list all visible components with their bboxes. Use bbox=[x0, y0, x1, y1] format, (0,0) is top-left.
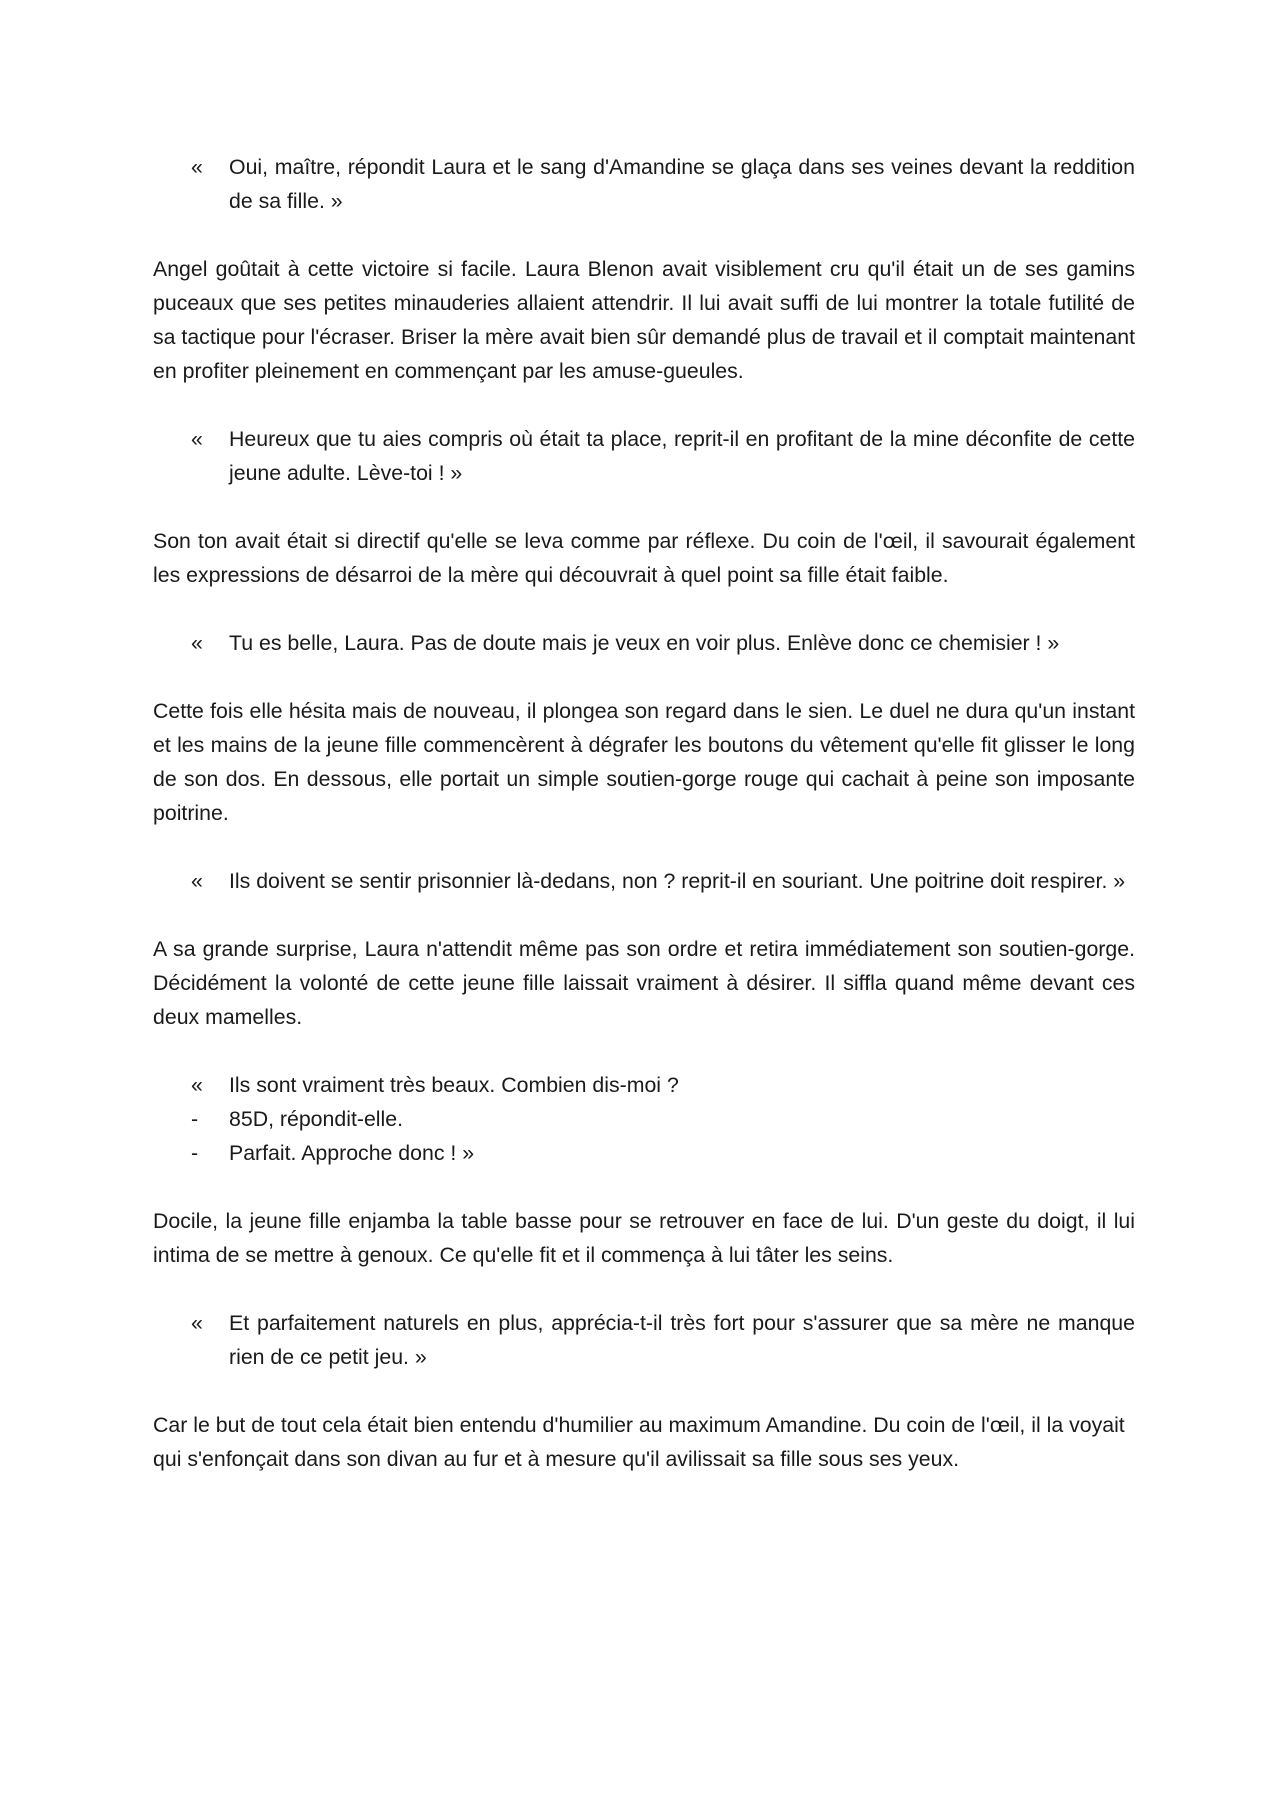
paragraph: Docile, la jeune fille enjamba la table basse pour se retrouver en face de lui. D'un geste du doigt, il lui intima de se mettre à genoux. Ce qu'elle fit et il commença à lui tâter les seins. bbox=[153, 1209, 1135, 1267]
dialogue-line bbox=[153, 1136, 1135, 1170]
dialogue-block bbox=[153, 1068, 1135, 1170]
dialogue-block bbox=[153, 150, 1135, 218]
paragraph: Angel goûtait à cette victoire si facile. Laura Blenon avait visiblement cru qu'il était un de ses gamins puceaux que ses petites minauderies allaient attendrir. Il lui avait suffi de lui montrer la totale futilité de sa tactique pour l'écraser. Briser la mère avait bien sûr demandé plus de travail et il comptait maintenant en profiter pleinement en commençant par les amuse-gueules. bbox=[153, 257, 1135, 383]
dialogue-text: Tu es belle, Laura. Pas de doute mais je veux en voir plus. Enlève donc ce chemisier ! » bbox=[229, 631, 1060, 655]
dialogue-text: 85D, répondit-elle. bbox=[229, 1107, 404, 1131]
dialogue-block bbox=[153, 626, 1135, 660]
dialogue-text: Oui, maître, répondit Laura et le sang d'Amandine se glaça dans ses veines devant la reddition de sa fille. » bbox=[229, 155, 1135, 213]
dialogue-block bbox=[153, 422, 1135, 490]
dialogue-marker: - bbox=[191, 1107, 199, 1131]
dialogue-block bbox=[153, 864, 1135, 898]
dialogue-line bbox=[153, 1306, 1135, 1374]
dialogue-marker: « bbox=[191, 1311, 203, 1335]
dialogue-text: Heureux que tu aies compris où était ta place, reprit-il en profitant de la mine déconfite de cette jeune adulte. Lève-toi ! » bbox=[229, 427, 1135, 485]
paragraph: Son ton avait était si directif qu'elle se leva comme par réflexe. Du coin de l'œil, il savourait également les expressions de désarroi de la mère qui découvrait à quel point sa fille était faible. bbox=[153, 529, 1135, 587]
dialogue-marker: « bbox=[191, 1073, 203, 1097]
dialogue-line bbox=[153, 626, 1135, 660]
dialogue-marker: « bbox=[191, 631, 203, 655]
dialogue-marker: - bbox=[191, 1141, 199, 1165]
paragraph: Cette fois elle hésita mais de nouveau, il plongea son regard dans le sien. Le duel ne dura qu'un instant et les mains de la jeune fille commencèrent à dégrafer les boutons du vêtement qu'elle fit glisser le long de son dos. En dessous, elle portait un simple soutien-gorge rouge qui cachait à peine son imposante poitrine. bbox=[153, 699, 1135, 825]
dialogue-block bbox=[153, 1306, 1135, 1374]
dialogue-text: Parfait. Approche donc ! » bbox=[229, 1141, 475, 1165]
dialogue-line bbox=[153, 1068, 1135, 1102]
dialogue-marker: « bbox=[191, 427, 203, 451]
paragraph: Car le but de tout cela était bien entendu d'humilier au maximum Amandine. Du coin de l'œil, il la voyait qui s'enfonçait dans son divan au fur et à mesure qu'il avilissait sa fille sous ses yeux. bbox=[153, 1413, 1125, 1471]
dialogue-text: Ils sont vraiment très beaux. Combien dis-moi ? bbox=[229, 1073, 679, 1097]
paragraph: A sa grande surprise, Laura n'attendit même pas son ordre et retira immédiatement son soutien-gorge. Décidément la volonté de cette jeune fille laissait vraiment à désirer. Il siffla quand même devant ces deux mamelles. bbox=[153, 937, 1135, 1029]
document-page bbox=[153, 150, 1135, 1510]
dialogue-marker: « bbox=[191, 869, 203, 893]
dialogue-line bbox=[153, 150, 1135, 218]
dialogue-text: Ils doivent se sentir prisonnier là-dedans, non ? reprit-il en souriant. Une poitrine doit respirer. » bbox=[229, 869, 1126, 893]
dialogue-text: Et parfaitement naturels en plus, apprécia-t-il très fort pour s'assurer que sa mère ne manque rien de ce petit jeu. » bbox=[229, 1311, 1135, 1369]
dialogue-line bbox=[153, 864, 1135, 898]
dialogue-line bbox=[153, 422, 1135, 490]
dialogue-line bbox=[153, 1102, 1135, 1136]
dialogue-marker: « bbox=[191, 155, 203, 179]
